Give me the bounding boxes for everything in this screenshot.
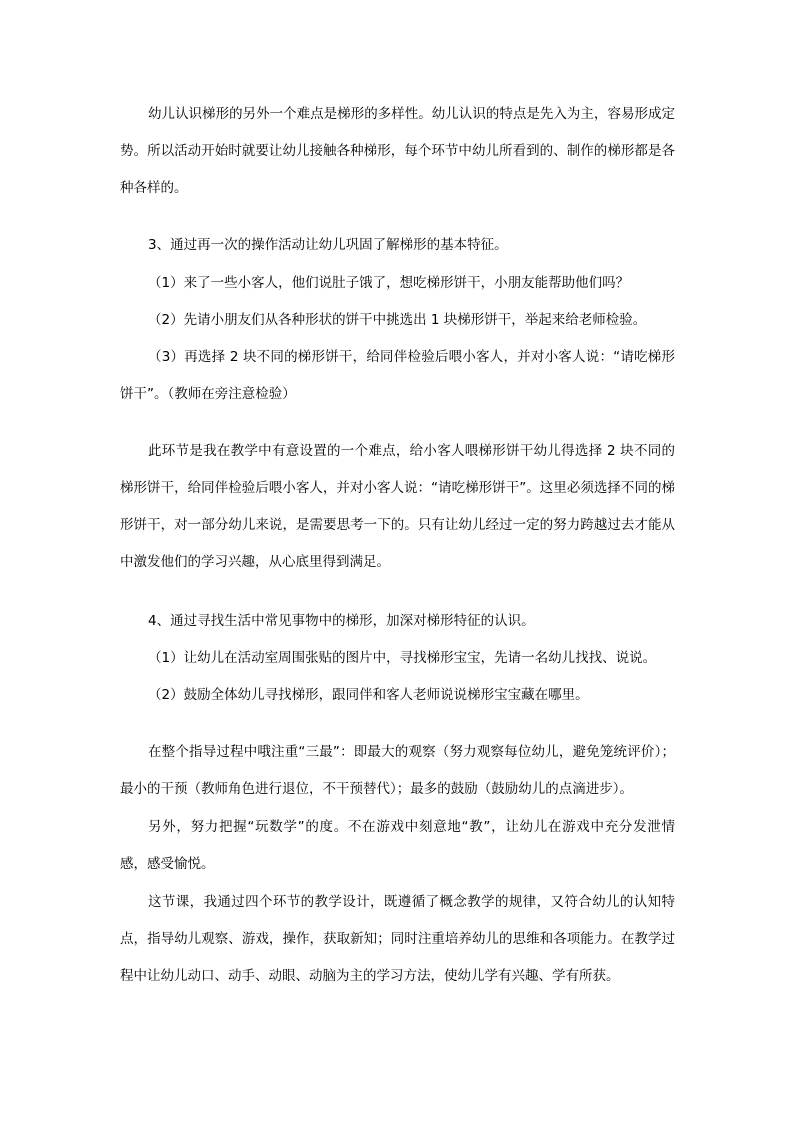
paragraph-three-mosts: 在整个指导过程中哦注重“三最”：即最大的观察（努力观察每位幼儿，避免笼统评价）；最小的干预（教师角色进行退位，不干预替代）；最多的鼓励（鼓励幼儿的点滴进步）。	[120, 744, 675, 797]
list-item-step-4-1: （1）让幼儿在活动室周围张贴的图片中，寻找梯形宝宝，先请一名幼儿找找、说说。	[148, 650, 657, 666]
list-item-step-4-2: （2）鼓励全体幼儿寻找梯形，跟同伴和客人老师说说梯形宝宝藏在哪里。	[148, 687, 589, 703]
list-item-step-3-1: （1）来了一些小客人，他们说肚子饿了，想吃梯形饼干，小朋友能帮助他们吗？	[148, 275, 630, 291]
list-item-step-3-3: （3）再选择 2 块不同的梯形饼干，给同伴检验后喂小客人，并对小客人说：“请吃梯形饼干”。（教师在旁注意检验）	[120, 349, 675, 402]
paragraph-trapezoid-variety: 幼儿认识梯形的另外一个难点是梯形的多样性。幼儿认识的特点是先入为主，容易形成定势。所以活动开始时就要让幼儿接触各种梯形，每个环节中幼儿所看到的、制作的梯形都是各种各样的。	[120, 106, 675, 196]
paragraph-summary: 这节课，我通过四个环节的教学设计，既遵循了概念教学的规律，又符合幼儿的认知特点，指导幼儿观察、游戏，操作，获取新知；同时注重培养幼儿的思维和各项能力。在教学过程中让幼儿动口、动手、动眼、动脑为主的学习方法，使幼儿学有兴趣、学有所获。	[120, 894, 675, 984]
heading-step-3: 3、通过再一次的操作活动让幼儿巩固了解梯形的基本特征。	[148, 237, 508, 253]
paragraph-play-math: 另外，努力把握“玩数学”的度。不在游戏中刻意地“教”，让幼儿在游戏中充分发泄情感，感受愉悦。	[120, 819, 675, 872]
heading-step-4: 4、通过寻找生活中常见事物中的梯形，加深对梯形特征的认识。	[148, 613, 535, 629]
list-item-step-3-2: （2）先请小朋友们从各种形状的饼干中挑选出 1 块梯形饼干，举起来给老师检验。	[148, 312, 647, 328]
paragraph-difficulty-note: 此环节是我在教学中有意设置的一个难点，给小客人喂梯形饼干幼儿得选择 2 块不同的梯形饼干，给同伴检验后喂小客人，并对小客人说：“请吃梯形饼干”。这里必须选择不同的梯形饼干，对一部分幼儿来说，是需要思考一下的。只有让幼儿经过一定的努力跨越过去才能从中激发他们的学习兴趣，从心底里得到满足。	[120, 443, 675, 570]
